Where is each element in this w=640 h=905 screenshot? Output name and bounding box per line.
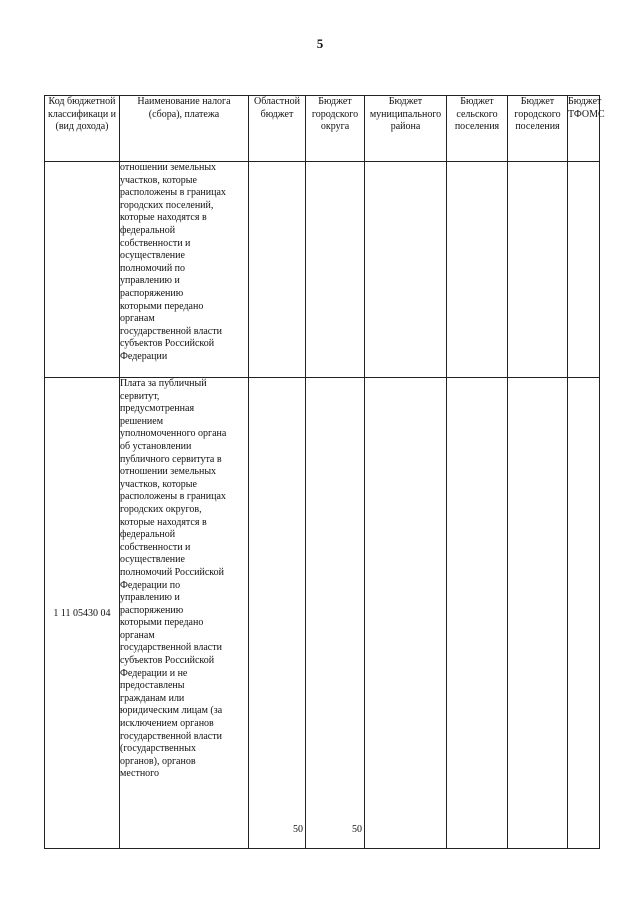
name-line: исключением органов bbox=[120, 718, 214, 730]
header-regional-budget: Областной бюджет bbox=[249, 96, 306, 162]
name-line: решением bbox=[120, 415, 164, 427]
row-name bbox=[120, 162, 249, 378]
name-line: расположены в границах bbox=[120, 187, 226, 199]
name-line: государственной власти bbox=[120, 325, 222, 337]
name-line: органам bbox=[120, 629, 155, 641]
name-line: отношении земельных bbox=[120, 466, 217, 478]
name-line: публичного сервитута в bbox=[120, 453, 222, 465]
row-tfoms-value bbox=[568, 378, 600, 849]
name-line: которые находятся в bbox=[120, 212, 207, 224]
name-line: субъектов Российской bbox=[120, 655, 215, 667]
name-line: управлению и bbox=[120, 592, 180, 604]
name-line: уполномоченного органа bbox=[120, 428, 227, 440]
name-line: управлению и bbox=[120, 275, 180, 287]
budget-distribution-table bbox=[44, 95, 605, 849]
name-line: органов), органов bbox=[120, 755, 196, 767]
name-line: государственной власти bbox=[120, 642, 222, 654]
name-line: полномочий Российской bbox=[120, 566, 224, 578]
row-code: 1 11 05430 04 bbox=[45, 378, 120, 849]
name-line: которые находятся в bbox=[120, 516, 207, 528]
row-urban-settlement-value bbox=[508, 162, 568, 378]
name-line: субъектов Российской bbox=[120, 338, 215, 350]
name-line: Федерации bbox=[120, 350, 168, 362]
name-line: участков, которые bbox=[120, 174, 197, 186]
row-rural-settlement-value bbox=[447, 378, 508, 849]
name-line: федеральной bbox=[120, 529, 176, 541]
row-municipal-district-value bbox=[365, 162, 447, 378]
name-line: распоряжению bbox=[120, 604, 184, 616]
name-line: Федерации по bbox=[120, 579, 181, 591]
row-name bbox=[120, 378, 249, 849]
row-municipal-district-value bbox=[365, 378, 447, 849]
table-header-row bbox=[45, 96, 600, 162]
row-city-district-value: 50 bbox=[306, 378, 365, 849]
header-municipal-district-budget: Бюджет муниципального района bbox=[365, 96, 447, 162]
row-regional-value: 50 bbox=[249, 378, 306, 849]
name-line: федеральной bbox=[120, 224, 176, 236]
name-line: сервитут, bbox=[120, 390, 160, 402]
header-rural-settlement-budget: Бюджет сельского поселения bbox=[447, 96, 508, 162]
name-line: осуществление bbox=[120, 250, 185, 262]
name-line: городских округов, bbox=[120, 503, 202, 515]
name-line: (государственных bbox=[120, 743, 196, 755]
name-line: местного bbox=[120, 768, 160, 780]
name-line: государственной власти bbox=[120, 730, 222, 742]
page-number: 5 bbox=[316, 36, 324, 51]
header-tfoms-budget: Бюджет ТФОМС bbox=[568, 96, 600, 162]
row-code bbox=[45, 162, 120, 378]
name-line: собственности и bbox=[120, 237, 191, 249]
name-line: осуществление bbox=[120, 554, 185, 566]
name-line: городских поселений, bbox=[120, 199, 214, 211]
header-code: Код бюджетной классификаци и (вид дохода) bbox=[45, 96, 120, 162]
name-line: распоряжению bbox=[120, 287, 184, 299]
name-line: предоставлены bbox=[120, 680, 185, 692]
row-city-district-value bbox=[306, 162, 365, 378]
name-line: гражданам или bbox=[120, 692, 185, 704]
name-line: предусмотренная bbox=[120, 403, 195, 415]
table-row bbox=[45, 378, 600, 849]
name-line: которыми передано bbox=[120, 617, 204, 629]
name-line: юридическим лицам (за bbox=[120, 705, 223, 717]
name-line: отношении земельных bbox=[120, 162, 217, 173]
name-line: Плата за публичный bbox=[120, 378, 207, 389]
name-line: участков, которые bbox=[120, 478, 197, 490]
name-line: расположены в границах bbox=[120, 491, 226, 503]
name-line: полномочий по bbox=[120, 262, 186, 274]
header-urban-settlement-budget: Бюджет городского поселения bbox=[508, 96, 568, 162]
header-city-district-budget: Бюджет городского округа bbox=[306, 96, 365, 162]
row-regional-value bbox=[249, 162, 306, 378]
header-name: Наименование налога (сбора), платежа bbox=[120, 96, 249, 162]
name-line: об установлении bbox=[120, 440, 192, 452]
name-line: Федерации и не bbox=[120, 667, 188, 679]
table-row bbox=[45, 162, 600, 378]
name-line: которыми передано bbox=[120, 300, 204, 312]
name-line: органам bbox=[120, 313, 155, 325]
name-line: собственности и bbox=[120, 541, 191, 553]
row-tfoms-value bbox=[568, 162, 600, 378]
row-urban-settlement-value bbox=[508, 378, 568, 849]
row-rural-settlement-value bbox=[447, 162, 508, 378]
